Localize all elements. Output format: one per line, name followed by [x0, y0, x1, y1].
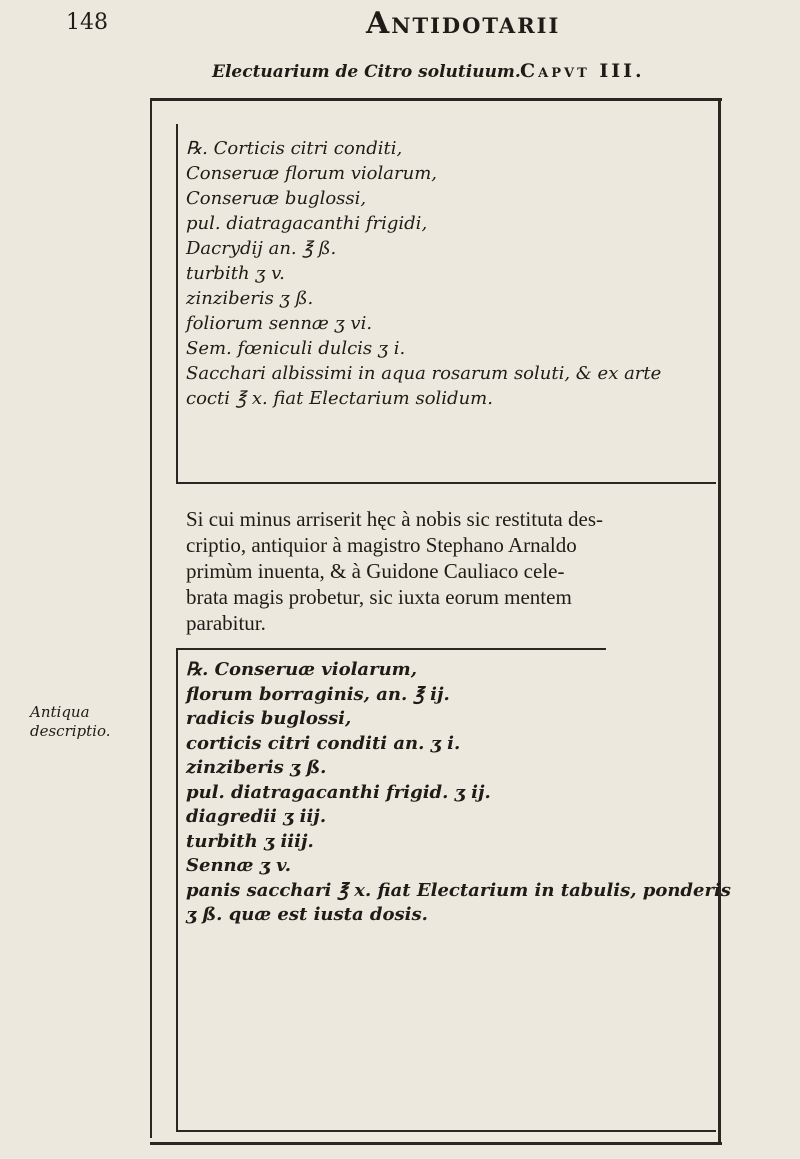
right-frame-rule: [718, 98, 721, 1144]
prose-line: brata magis probetur, sic iuxta eorum mentem: [186, 585, 572, 609]
recipe-line: ℞. Conseruæ violarum,: [186, 659, 417, 680]
recipe-line: pul. diatragacanthi frigid. ʒ ij.: [186, 781, 491, 803]
recipe-line: radicis buglossi,: [186, 708, 352, 729]
recipe-line: panis sacchari ℥ x. fiat Electarium in tabulis, ponderis: [186, 879, 731, 901]
recipe-line: turbith ʒ iiij.: [186, 830, 314, 852]
separator-rule-2: [176, 648, 606, 650]
prose-line: parabitur.: [186, 611, 266, 635]
margin-note-line: Antiqua: [30, 703, 90, 721]
chapter-label: Capvt III.: [520, 60, 645, 82]
recipe-line: Conseruæ florum violarum,: [186, 163, 437, 184]
section-subtitle: Electuarium de Citro solutiuum.: [212, 62, 521, 82]
recipe-line: zinziberis ʒ ß.: [186, 757, 327, 778]
separator-rule-1: [176, 482, 716, 484]
margin-note-line: descriptio.: [30, 722, 111, 740]
recipe-line: Dacrydij an. ℥ ß.: [186, 238, 337, 259]
recipe-line: turbith ʒ v.: [186, 263, 285, 284]
separator-rule-3: [176, 1130, 716, 1132]
inner-rule-1: [176, 124, 178, 484]
recipe-antiqua: [186, 658, 731, 928]
recipe-line: zinziberis ʒ ß.: [186, 288, 314, 309]
recipe-line: foliorum sennæ ʒ vi.: [186, 313, 373, 334]
top-rule: [150, 98, 722, 101]
inner-rule-2: [176, 648, 178, 1130]
recipe-line: diagredii ʒ iij.: [186, 806, 327, 827]
recipe-line: ℞. Corticis citri conditi,: [186, 138, 403, 159]
running-title: Antidotarii: [366, 6, 561, 41]
recipe-line: florum borraginis, an. ℥ ij.: [186, 683, 450, 705]
recipe-line: corticis citri conditi an. ʒ i.: [186, 732, 461, 754]
recipe-line: Sacchari albissimi in aqua rosarum soluti, & ex arte: [186, 363, 662, 384]
bottom-rule: [150, 1142, 722, 1145]
page-number: 148: [66, 10, 108, 35]
left-frame-rule: [150, 98, 152, 1138]
recipe-line: Conseruæ buglossi,: [186, 188, 367, 209]
recipe-line: pul. diatragacanthi frigidi,: [186, 213, 428, 234]
recipe-line: Sennæ ʒ v.: [186, 855, 292, 876]
prose-line: criptio, antiquior à magistro Stephano Arnaldo: [186, 533, 577, 557]
commentary-paragraph: [186, 506, 603, 636]
recipe-line: Sem. fœniculi dulcis ʒ i.: [186, 338, 406, 359]
recipe-line: cocti ℥ x. fiat Electarium solidum.: [186, 388, 493, 409]
recipe-electuarium: [186, 136, 661, 411]
recipe-line: ʒ ß. quæ est iusta dosis.: [186, 904, 428, 925]
prose-line: primùm inuenta, & à Guidone Cauliaco cele-: [186, 559, 565, 583]
prose-line: Si cui minus arriserit hęc à nobis sic restituta des-: [186, 507, 603, 531]
margin-note: [30, 703, 111, 741]
